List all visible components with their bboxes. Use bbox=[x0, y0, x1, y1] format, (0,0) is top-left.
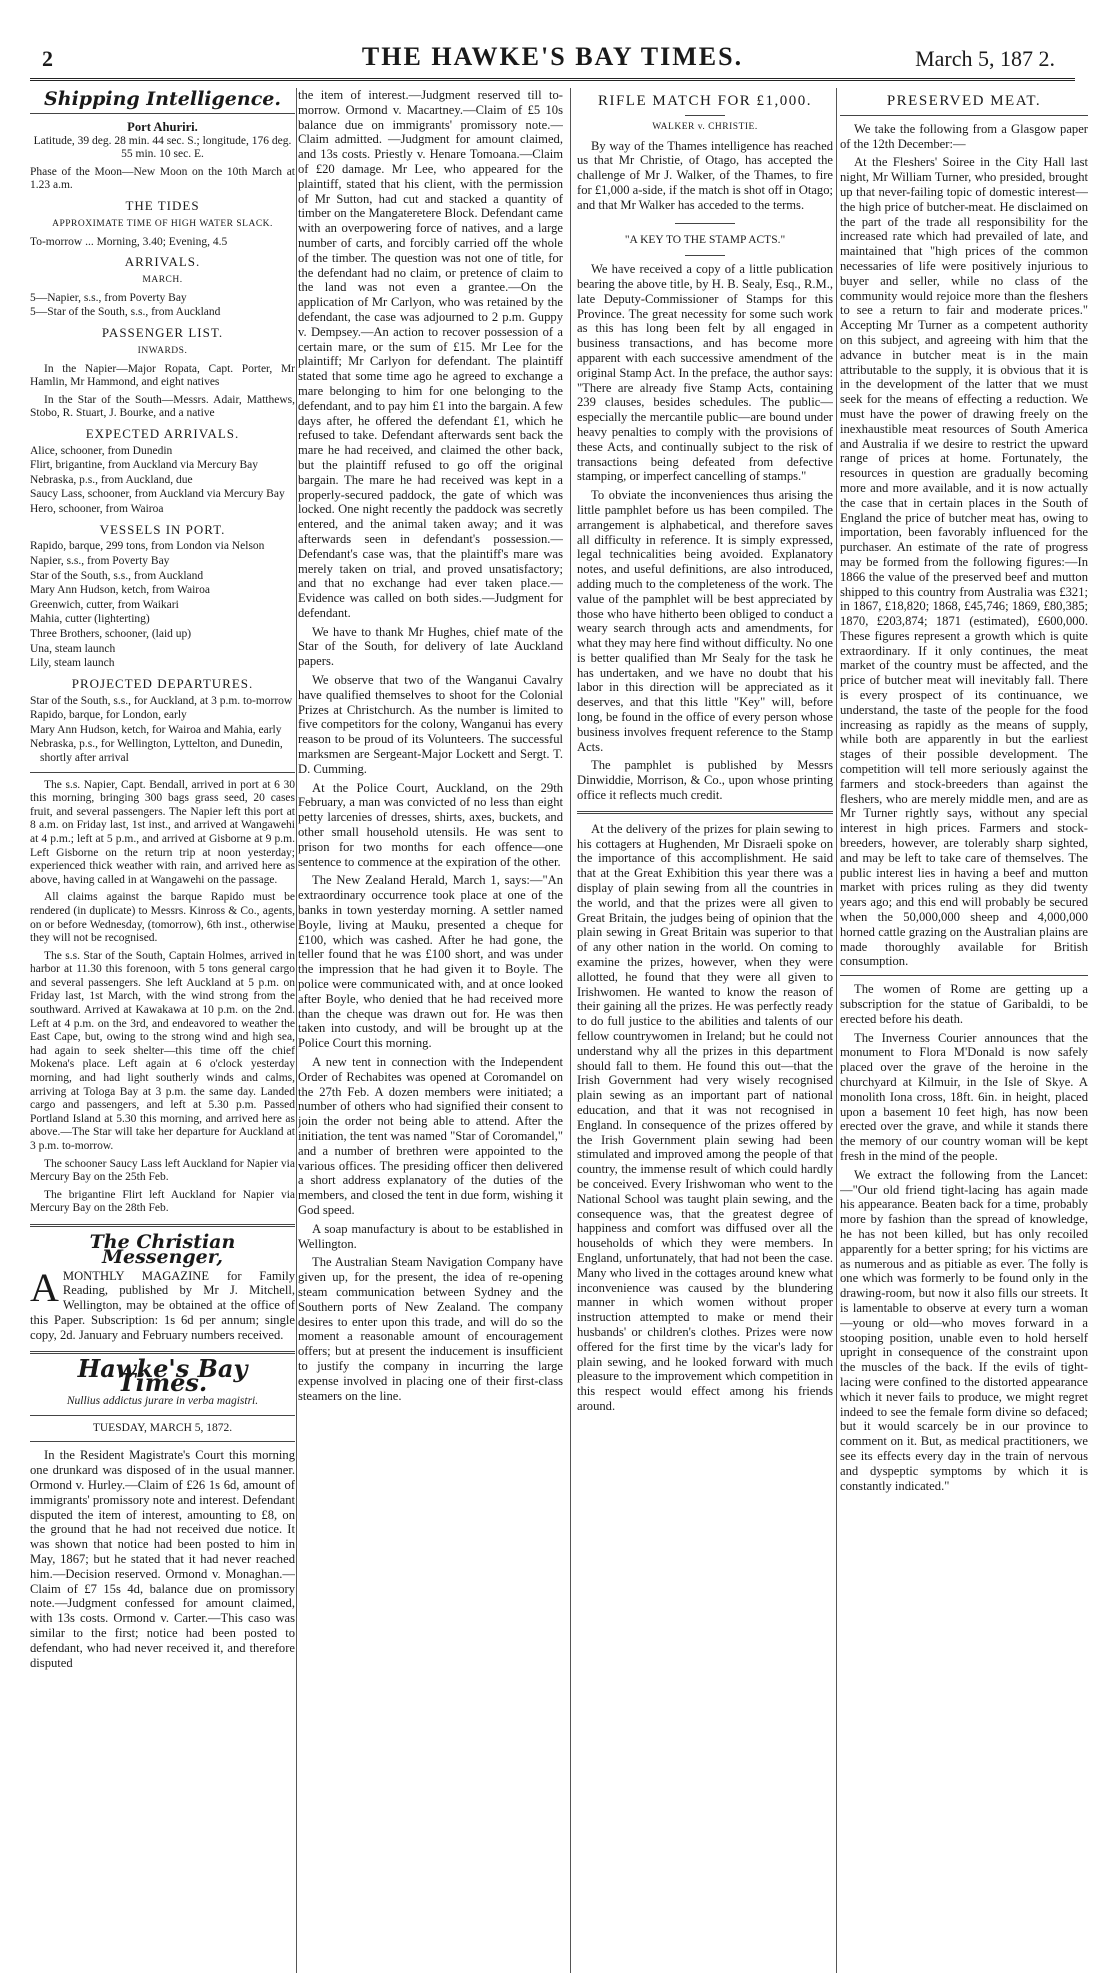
article-paragraph: At the delivery of the prizes for plain sewing to his cottagers at Hughenden, Mr Disraeli spoke on the importance of this accomplishment. He said that at the Great Exhibition this year there was a display of plain sewing from all the countries in the world, and that the prizes were all given to Great Britain, the judges being of opinion that the plain sewing in Great Britain was superior to that of any other nation in the world. On coming to examine the prizes, however, when they were allotted, he found that they were all given to Irishwomen. He wanted to know the reason of their gaining all the prizes. He was perfectly ready to do full justice to the abilities and talents of our fellow countrywomen in Ireland; but he could not understand why all the prizes in this department should fall to them. He found this out—that the Irish Government had very wisely recognised plain sewing as an important part of national education, and that it was not recognised in England. In consequence of the prizes offered by the Irish Government plain sewing had been stimulated and improved among the people of that country, the immense result of which could hardly be conceived. Every Irishwoman who went to the National School was taught plain sewing, and the consequence was, that the greatest degree of happiness and comfort was diffused over all the households of which they were members. In England, unfortunately, that had not been the case. Many who lived in the cottages around knew what inconvenience was caused by the blundering manner in which women without proper instruction attempted to make or mend their husbands' or children's clothes. Prizes were now offered for the first time by the vicar's lady for plain sewing, and he looked forward with much pleasure to the improvement which competition in this respect would effect among his friends around. bbox=[577, 821, 833, 1413]
article-paragraph: All claims against the barque Rapido must be rendered (in duplicate) to Messrs. Kinross & Co., agents, on or before Wednesday, (tomorrow), 6th inst., otherwise they will not be recognised. bbox=[30, 891, 295, 945]
arrivals-month: MARCH. bbox=[142, 274, 183, 285]
messenger-ad bbox=[30, 1264, 295, 1343]
article-paragraph: The Australian Steam Navigation Company have given up, for the present, the idea of re-opening steam communication between Sydney and the Southern ports of New Zealand. The company desires to enter upon this trade, and will do so the moment a reasonable amount of encouragement offers; but at present the inducement is insufficient to justify the company in incurring the large expense involved in placing one of their first-class steamers on the line. bbox=[298, 1255, 563, 1403]
article-paragraph: A new tent in connection with the Independent Order of Rechabites was opened at Coromandel on the 27th Feb. A dozen members were initiated; a number of others who had signified their consent to join the order not being able to attend. After the initiation, the tent was named "Star of Coromandel," and a number of brethren were appointed to the various offices. The presiding officer then delivered a short address explanatory of the duties of the members, and closed the tent in due form, wishing it God speed. bbox=[298, 1055, 563, 1217]
article-paragraph: The pamphlet is published by Messrs Dinwiddie, Morrison, & Co., upon whose printing office it reflects much credit. bbox=[577, 758, 833, 803]
list-item: Napier, s.s., from Poverty Bay bbox=[30, 555, 170, 568]
article-paragraph: We have received a copy of a little publication bearing the above title, by H. B. Sealy, Esq., R.M., late Deputy-Commissioner of Stamps for this Province. The great necessity for some such work as this has long been felt by all engaged in business transactions, and has become more apparent with each successive amendment of the original Stamp Act. In the preface, the author says: "There are already five Stamp Acts, containing 239 clauses, besides schedules. The public—especially the mercantile public—are bound under heavy penalties to comply with the provisions of these Acts, and continually subject to the risk of transactions being defeated from defective stamping, or imperfect cancelling of stamps." bbox=[577, 262, 833, 484]
list-item: Mary Ann Hudson, ketch, for Wairoa and Mahia, early bbox=[30, 723, 282, 736]
list-item: Una, steam launch bbox=[30, 642, 116, 655]
divider bbox=[30, 772, 295, 773]
article-paragraph: In the Resident Magistrate's Court this morning one drunkard was disposed of in the usual manner. Ormond v. Hurley.—Claim of £26 1s 6d, amount of immigrants' promissory note and interest. Defendant disputed the item of interest, amounting to £8, on the ground that he had not received due notice. It was shown that notice had been posted to him in May, 1867; but he stated that it had never reached him.—Decision reserved. Ormond v. Monaghan.—Claim of £7 15s 4d, balance due on promissory note.—Judgment confessed for amount claimed, with 13s costs. Ormond v. Carter.—This caso was similar to the first; notice had been posted to defendant, who had never received it, and therefore disputed bbox=[30, 1448, 295, 1670]
article-paragraph: By way of the Thames intelligence has reached us that Mr Christie, of Otago, has accepted the challenge of Mr J. Walker, of the Thames, to fire for £1,000 a-side, if the match is shot off in Otago; and that Mr Walker has acceded to the terms. bbox=[577, 138, 833, 212]
expected-heading: EXPECTED ARRIVALS. bbox=[85, 425, 240, 441]
list-item: Nebraska, p.s., from Auckland, due bbox=[30, 473, 193, 486]
moon-text: Phase of the Moon—New Moon on the 10th March at 1.23 a.m. bbox=[30, 165, 295, 192]
column-1 bbox=[30, 88, 295, 1973]
list-item: Nebraska, p.s., for Wellington, Lyttelton, and Dunedin, shortly after arrival bbox=[30, 738, 283, 764]
list-item: Alice, schooner, from Dunedin bbox=[30, 444, 173, 457]
masthead bbox=[30, 28, 1075, 81]
messenger-text: MONTHLY MAGAZINE for Family Reading, published by Mr J. Mitchell, Wellington, may be obtained at the office of this Paper. Subscription: 1s 6d per annum; single copy, 2d. January and February numbers received. bbox=[30, 1268, 295, 1342]
divider bbox=[30, 113, 295, 114]
issue-date: TUESDAY, MARCH 5, 1872. bbox=[92, 1421, 233, 1434]
list-item: Saucy Lass, schooner, from Auckland via Mercury Bay bbox=[30, 488, 285, 501]
stamp-title: "A KEY TO THE STAMP ACTS." bbox=[624, 233, 786, 246]
rifle-subtitle: WALKER v. CHRISTIE. bbox=[652, 121, 758, 132]
shipping-title: Shipping Intelligence. bbox=[44, 88, 281, 110]
arrivals-heading: ARRIVALS. bbox=[124, 254, 201, 270]
article-paragraph: The s.s. Star of the South, Captain Holmes, arrived in harbor at 11.30 this forenoon, with 5 tons general cargo and several passengers. She left Auckland at 5 p.m. on Friday last, 1st March, with the wind strong from the southward. Arrived at Kawakawa at 10 p.m. on the 2nd. Left at 4 p.m. on the 3rd, and endeavored to weather the East Cape, but, owing to the strong wind and high sea, had again to seek shelter—this time off the chief Mokena's place. Left again at 6 o'clock yesterday morning, and had light southerly winds and calms, arriving at Tologa Bay at 3 p.m. the same day. Landed cargo and passengers, and left at 5.30 p.m. Passed Portland Island at 5.30 this morning, and arrived here as above.—The Star will take her departure for Auckland at 3 p.m. to-morrow. bbox=[30, 949, 295, 1153]
article-paragraph: The brigantine Flirt left Auckland for Napier via Mercury Bay on the 28th Feb. bbox=[30, 1188, 295, 1215]
paper-title: Hawke's Bay Times. bbox=[77, 1353, 248, 1398]
meat-title: PRESERVED MEAT. bbox=[886, 93, 1042, 109]
list-item: Mary Ann Hudson, ketch, from Wairoa bbox=[30, 584, 210, 597]
divider bbox=[30, 1441, 295, 1442]
list-item: Hero, schooner, from Wairoa bbox=[30, 503, 164, 516]
list-item: In the Star of the South—Messrs. Adair, Matthews, Stobo, R. Stuart, J. Bourke, and a native bbox=[30, 393, 295, 420]
list-item: Three Brothers, schooner, (laid up) bbox=[30, 628, 192, 641]
article-paragraph: At the Fleshers' Soiree in the City Hall last night, Mr William Turner, who presided, brought up that never-failing topic of domestic interest—the high price of butcher-meat. He disclaimed on the part of the trade all responsibility for the increased rate which had prevailed of late, and maintained that "high prices of the common necessaries of life were positively injurious to buyer and seller, while no class of the community would rejoice more than the fleshers to see a return to fair and moderate prices." Accepting Mr Turner as a competent authority on this subject, and agreeing with him that the advance in butcher meat is in the main attributable to the supply, it is obvious that it is in the development of the latter that we must seek for the means of effecting a reduction. We must have the power of drawing freely on the inexhaustible meat resources of South America and Australia if we desire to restrict the upward range of prices at home. Fortunately, the resources in question are gradually becoming more and more available, and it is now actually the case that in certain places in the South of England the price of butcher meat has, owing to importation, been favorably influenced for the purchaser. An estimate of the rate of progress may be formed from the following figures:—In 1866 the value of the preserved beef and mutton shipped to this country from Australia was £321; in 1867, £18,820; 1868, £45,746; 1869, £80,385; 1870, £203,874; 1871 (estimated), £600,000. These figures represent a growth which is quite extraordinary. If it only continues, the meat market of the country must be affected, and the price of butcher meat will inevitably fall. There is every prospect of its continuance, we understand, the taste of the people for the food increasing as rapidly as the means of supply, while both are apparently in but the earliest stages of their possible development. The competition will tell more seriously against the farmers and stock-breeders than against the fleshers, who are merely middle men, and are as Mr Turner rightly says, without any special interest in high prices. Farmers and stock-breeders, however, are tolerably sharp sighted, and may be left to take care of themselves. The public interest lies in having a beef and mutton market with prices ruling as they did twenty years ago; and this end will probably be secured when the 50,000,000 sheep and 4,000,000 horned cattle grazing on the Australian plains are made thoroughly available for British consumption. bbox=[840, 155, 1088, 969]
article-paragraph: To obviate the inconveniences thus arising the little pamphlet before us has been compiled. The arrangement is alphabetical, and therefore saves all difficulty in reference. It is simply expressed, legal technicalities being avoided. Explanatory notes, and useful definitions, are also introduced, adding much to the completeness of the work. The value of the pamphlet will be best appreciated by those who have hitherto been obliged to conduct a weary search through acts and amendments, for what they may here find without difficulty. No one is better qualified than Mr Sealy for the task he has undertaken, and we have no doubt that his labor in this direction will be appreciated as it deserves, and that this little "Key" will, before long, be found in the office of every person whose business involves frequent reference to the Stamp Acts. bbox=[577, 488, 833, 754]
messenger-title: The Christian Messenger, bbox=[89, 1230, 236, 1268]
divider bbox=[577, 811, 833, 814]
tides-subheading: APPROXIMATE TIME OF HIGH WATER SLACK. bbox=[52, 218, 273, 229]
list-item: Rapido, barque, 299 tons, from London via Nelson bbox=[30, 540, 265, 553]
port-name: Port Ahuriri. bbox=[127, 119, 198, 134]
article-paragraph: The New Zealand Herald, March 1, says:—"An extraordinary occurrence took place at one of the banks in town yesterday morning. A settler named Boyle, living at Mauku, presented a cheque for £100, which was cashed. After he had gone, the teller found that he was £100 short, and was under the impression that he had given it to Boyle. The police were communicated with, and at once looked after Boyle, who denied that he had received more than the cheque was drawn out for. He was then taken into custody, and will be brought up at the Police Court this morning. bbox=[298, 873, 563, 1051]
column-rule bbox=[296, 88, 297, 1973]
list-item: Star of the South, s.s., for Auckland, at 3 p.m. to-morrow bbox=[30, 694, 293, 707]
divider bbox=[30, 1415, 295, 1416]
article-paragraph: At the Police Court, Auckland, on the 29th February, a man was convicted of no less than eight petty larcenies of dresses, shirts, axes, buckets, and other small household utensils. He was sent to prison for two months for each offence—one sentence to commence at the expiration of the other. bbox=[298, 780, 563, 869]
list-item: Mahia, cutter (lighterting) bbox=[30, 613, 150, 626]
tides-heading: THE TIDES bbox=[125, 197, 200, 213]
page-number: 2 bbox=[42, 46, 53, 71]
article-paragraph: The Inverness Courier announces that the monument to Flora M'Donald is now safely placed over the grave of the heroine in the churchyard at Kilmuir, in the Isle of Skye. A monolith Iona cross, 18ft. 6in. in height, placed upon a basement 10 feet high, has now been erected over the grave, and while it stands there the memory of our country woman will be kept fresh in the mind of the people. bbox=[840, 1030, 1088, 1163]
tides-line: To-morrow ... Morning, 3.40; Evening, 4.5 bbox=[30, 235, 228, 248]
vessels-heading: VESSELS IN PORT. bbox=[99, 521, 226, 537]
list-item: Flirt, brigantine, from Auckland via Mercury Bay bbox=[30, 459, 259, 472]
issue-date-header: March 5, 187 2. bbox=[915, 46, 1055, 71]
list-item: Rapido, barque, for London, early bbox=[30, 709, 187, 722]
drop-cap: A bbox=[30, 1264, 59, 1310]
list-item: Lily, steam launch bbox=[30, 657, 115, 670]
motto: Nullius addictus jurare in verba magistri. bbox=[66, 1395, 259, 1408]
column-rule bbox=[836, 88, 837, 1973]
column-4 bbox=[840, 88, 1088, 1973]
list-item: Greenwich, cutter, from Waikari bbox=[30, 598, 179, 611]
article-paragraph: We have to thank Mr Hughes, chief mate of the Star of the South, for delivery of late Auckland papers. bbox=[298, 624, 563, 669]
divider bbox=[675, 223, 735, 224]
divider bbox=[30, 1224, 295, 1227]
article-paragraph: The s.s. Napier, Capt. Bendall, arrived in port at 6 30 this morning, bringing 300 bags grass seed, 20 cases fruit, and several passengers. The Napier left this port at 8 a.m. on Friday last, 1st inst., and arrived at Wangawehi at 4 p.m.; left at 5 p.m., and arrived at Gisborne at 9 p.m. Left Gisborne on the return trip at noon yesterday; experienced thick weather with rain, and arrived here as above, having called in at Wangawehi on the passage. bbox=[30, 778, 295, 886]
article-paragraph: We take the following from a Glasgow paper of the 12th December:— bbox=[840, 121, 1088, 151]
article-paragraph: A soap manufactury is about to be established in Wellington. bbox=[298, 1221, 563, 1251]
column-rule bbox=[570, 88, 571, 1973]
article-paragraph: the item of interest.—Judgment reserved till to-morrow. Ormond v. Macartney.—Claim of £5 10s balance due on immigrants' promissory note.—Claim admitted. —Judgment for amount claimed, and 13s costs. Priestly v. Henare Tomoana.—Claim of £20 damage. Mr Lee, who appeared for the plaintiff, stated that his client, with the permission of Mr Sutton, had cut and stacked a quantity of timber on the Mangateretere Block. Defendant came with an overpowering force of natives, and a large number of carts, and forcibly carried off the whole of the timber. The question was not one of title, for the defendant had no claim, or pretence of claim to the land was not even a grantee.—On the application of Mr Carlyon, who was retained by the defendant, the case was adjourned to 2 p.m. Guppy v. Dempsey.—An action to recover possession of a certain mare, or the sum of £15. Mr Lee for the plaintiff; Mr Carlyon for defendant. The plaintiff stated that some time ago he agreed to exchange a mare belonging to him for one belonging to the defendant, and to pay him £1 into the bargain. A few days after, he offered the defendant £1, which he refused to take. Defendant afterwards sent back the mare he had received, and claimed the other back, but the plaintiff refused to go off the original bargain. The mare he had received was kept in a properly-secured paddock, the gate of which was locked. One night recently the paddock was secretly entered, and the animal taken away; and it was afterwards seen in defendant's possession.—Defendant's case was, that the plaintiff's mare was merely taken on trial, and proved unsatisfactory; and that no exchange had ever taken place.—Evidence was called on both sides.—Judgment for defendant. bbox=[298, 88, 563, 620]
divider bbox=[840, 115, 1088, 116]
divider bbox=[685, 255, 725, 256]
list-item: In the Napier—Major Ropata, Capt. Porter, Mr Hamlin, Mr Hammond, and eight natives bbox=[30, 362, 295, 389]
article-paragraph: The women of Rome are getting up a subscription for the statue of Garibaldi, to be erected before his death. bbox=[840, 982, 1088, 1026]
latitude-text: Latitude, 39 deg. 28 min. 44 sec. S.; longitude, 176 deg. 55 min. 10 sec. E. bbox=[33, 134, 292, 161]
article-paragraph: We observe that two of the Wanganui Cavalry have qualified themselves to shoot for the Colonial Prizes at Christchurch. As the number is limited to five competitors for the colony, Wanganui has every reason to be proud of its Volunteers. The successful marksmen are Sergeant-Major Lockett and Sergt. T. D. Cumming. bbox=[298, 673, 563, 776]
departures-heading: PROJECTED DEPARTURES. bbox=[71, 675, 254, 691]
passenger-subheading: INWARDS. bbox=[137, 345, 188, 356]
article-paragraph: We extract the following from the Lancet:—"Our old friend tight-lacing has again made his appearance. Beaten back for a time, probably more by fashion than the spread of knowledge, he has not been killed, but has only recoiled apparently for a better spring; for his victims are as numerous and as pitiable as ever. The folly is one which was formerly to be found only in the drawing-room, but now it also fills our streets. It is lamentable to observe at every turn a woman—young or old—who moves forward in a stooping position, unable even to hold herself upright in consequence of the constraint upon the muscles of the back. If the evils of tight-lacing were confined to the distorted appearance which it never fails to produce, we might regret indeed to see the female form divine so defaced; but it would scarcely be in our province to comment on it. But, as medical practitioners, we see its effects every day in the train of nervous and dyspeptic symptoms by which it is constantly indicated." bbox=[840, 1167, 1088, 1493]
column-2 bbox=[298, 88, 563, 1973]
divider bbox=[685, 115, 725, 116]
divider bbox=[840, 975, 1088, 976]
rifle-title: RIFLE MATCH FOR £1,000. bbox=[597, 93, 813, 109]
list-item: 5—Star of the South, s.s., from Auckland bbox=[30, 306, 221, 319]
column-3 bbox=[577, 88, 833, 1973]
article-paragraph: The schooner Saucy Lass left Auckland for Napier via Mercury Bay on the 25th Feb. bbox=[30, 1157, 295, 1184]
newspaper-title: THE HAWKE'S BAY TIMES. bbox=[361, 42, 744, 71]
passenger-heading: PASSENGER LIST. bbox=[101, 324, 224, 340]
list-item: Star of the South, s.s., from Auckland bbox=[30, 569, 204, 582]
list-item: 5—Napier, s.s., from Poverty Bay bbox=[30, 291, 187, 304]
